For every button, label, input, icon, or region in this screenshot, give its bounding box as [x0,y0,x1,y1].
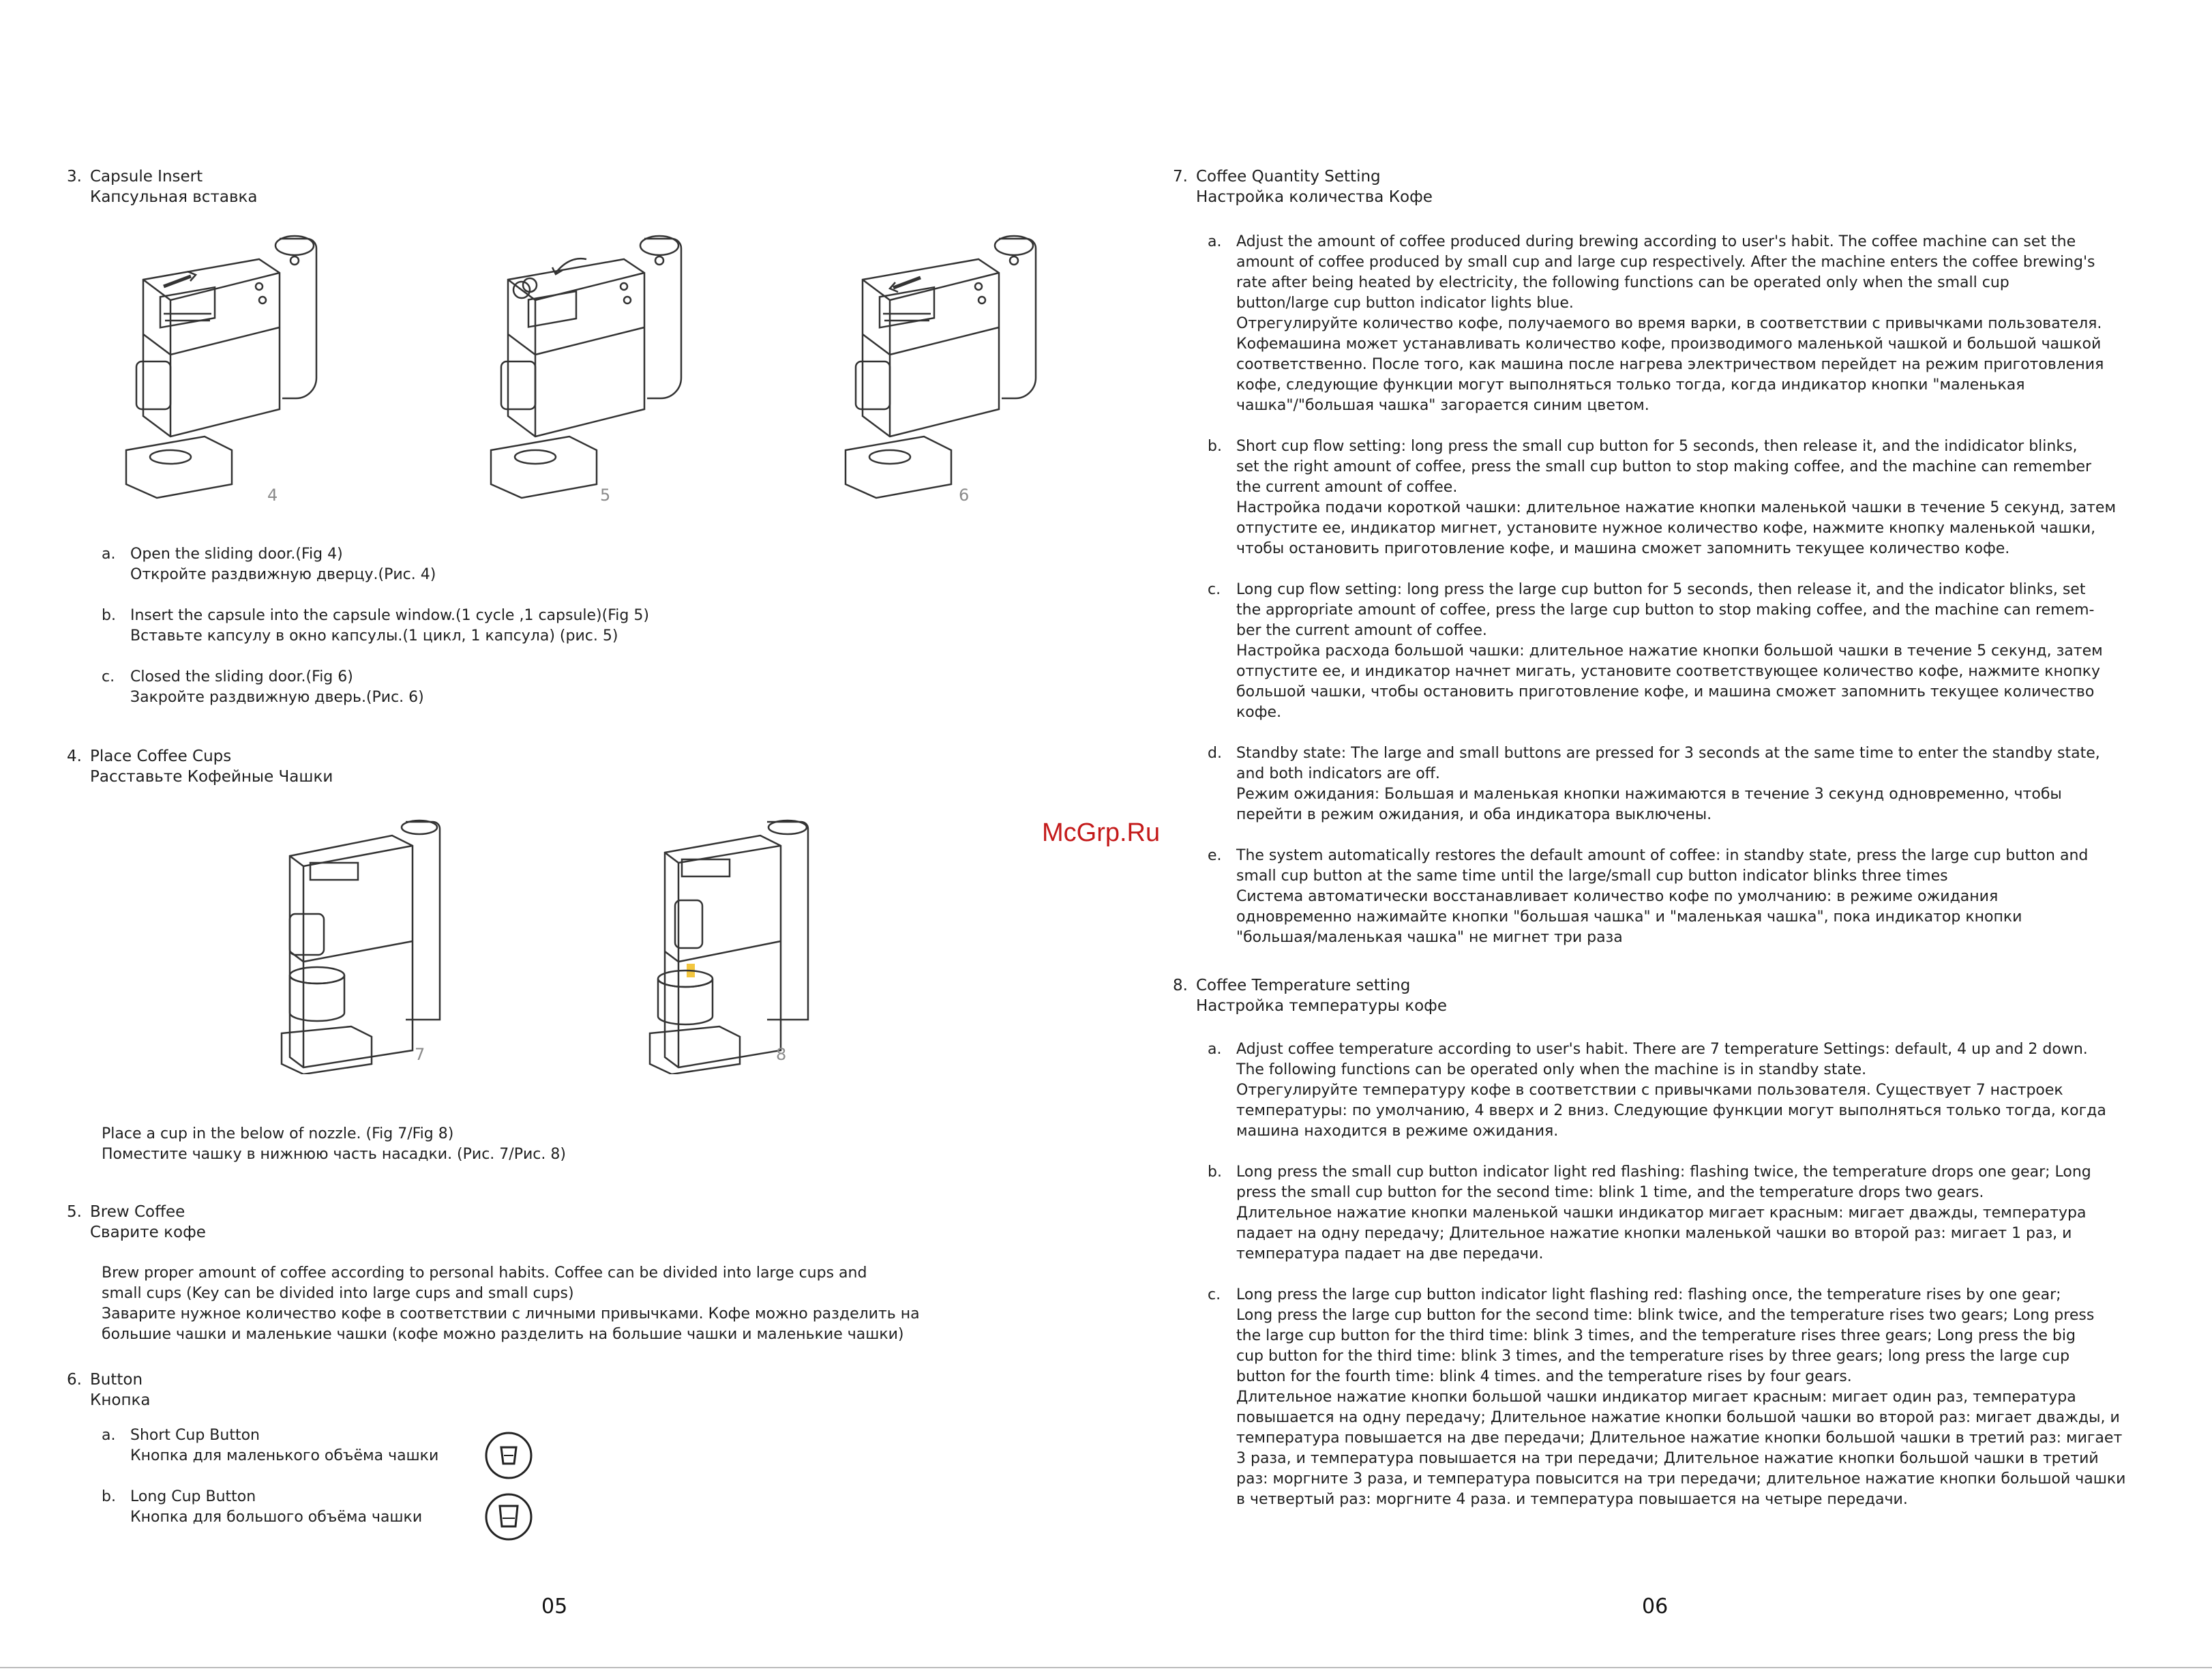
s7-item-c: c. Long cup flow setting: long press the large cup button for 5 seconds, then release it, and the indicator blinks, set the appropriate amount of coffee, press the large cup button to stop making coffee, and the machine can remem- ber the current amount of coffee. Настройка расхода большой чашки: длительное нажатие кнопки большой чашки в течение 5 секунд, затем отпустите ее, и индикатор начнет мигать, установите соответствующее количество кофе, нажмите кнопку большой чашки, чтобы остановить приготовление кофе, и машина сможет запомнить текущее количество кофе. [1208,581,2103,721]
section-8-title: 8. Coffee Temperature setting Настройка температуры кофе [1173,977,1447,1015]
s3-item-a: a. Open the sliding door.(Fig 4) Откройте раздвижную дверцу.(Рис. 4) [102,546,436,583]
section-4-title: 4. Place Coffee Cups Расставьте Кофейные Чашки [67,748,333,786]
s8-item-c: c. Long press the large cup button indicator light flashing red: flashing once, the temperature rises by one gear; Long press the large cup button for the second time: blink twice, and the temperature rises two gears; Long press the large cup button for the third time: blink 3 times, and the temperature rises three gears; Long press the big cup button for the third time: blink 3 times, and the temperature rises by three gears; long press the large cup button for the fourth time: blink 4 times. and the temperature rises by four gears. Длительное нажатие кнопки большой чашки индикатор мигает красным: мигает один раз, температура повышается на одну передачу; Длительное нажатие кнопки большой чашки во второй раз: мигает дважды, и температура повышается на две передачи; Длительное нажатие кнопки большой чашки в третий раз: мигает 3 раза, и температура повышается на три передачи; Длительное нажатие кнопки большой чашки в третий раз: моргните 3 раза, и температура повысится на три передачи; длительное нажатие кнопки большой чашки в четвертый раз: моргните 4 раза. и температура повышается на четыре передачи. [1208,1286,2126,1508]
figure-7-number: 7 [415,1045,425,1064]
figure-5 [488,225,706,512]
s3-item-b: b. Insert the capsule into the capsule window.(1 cycle ,1 capsule)(Fig 5) Вставьте капсулу в окно капсулы.(1 цикл, 1 капсула) (рис. 5) [102,607,649,645]
s8-item-a: a. Adjust coffee temperature according to user's habit. There are 7 temperature Settings: default, 4 up and 2 down. The following functions can be operated only when the machine is in standby state. Отрегулируйте температуру кофе в соответствии с привычками пользователя. Существует 7 настроек температуры: по умолчанию, 4 вверх и 2 вниз. Следующие функции могут выполняться только тогда, когда машина находится в режиме ожидания. [1208,1041,2106,1140]
small-cup-icon [484,1431,533,1483]
figure-4 [123,225,341,512]
s3-item-c: c. Closed the sliding door.(Fig 6) Закройте раздвижную дверь.(Рис. 6) [102,668,424,706]
s7-item-e: e. The system automatically restores the default amount of coffee: in standby state, press the large cup button and small cup button at the same time until the large/small cup button indicator blinks three times Система автоматически восстанавливает количество кофе по умолчанию: в режиме ожидания одновременно нажимайте кнопки "большая чашка" и "маленькая чашка", пока индикатор кнопки "большая/маленькая чашка" не мигнет три раза [1208,847,2089,946]
figure-8 [644,815,822,1074]
watermark: McGrp.Ru [1042,818,1161,847]
figure-6 [842,225,1060,512]
section-7-title: 7. Coffee Quantity Setting Настройка количества Кофе [1173,168,1433,206]
s8-item-b: b. Long press the small cup button indicator light red flashing: flashing twice, the temperature drops one gear; Long press the small cup button for the second time: blink 1 time, and the temperature drops two gears. Длительное нажатие кнопки маленькой чашки индикатор мигает красным: мигает дважды, температура падает на одну передачу; Длительное нажатие кнопки маленькой чашки во второй раз: мигает 1 раз, и температура падает на две передачи. [1208,1164,2091,1262]
page-right [1106,0,2212,1671]
bottom-divider [0,1667,2212,1668]
section-5-title: 5. Brew Coffee Сварите кофе [67,1203,206,1241]
s7-item-b: b. Short cup flow setting: long press the small cup button for 5 seconds, then release it, and the indidicator blinks, set the right amount of coffee, press the small cup button to stop making coffee, and the machine can remember the current amount of coffee. Настройка подачи короткой чашки: длительное нажатие кнопки маленькой чашки в течение 5 секунд, затем отпустите ее, индикатор мигнет, установите нужное количество кофе, нажмите кнопку маленькой чашки, чтобы остановить приготовление кофе, и машина сможет запомнить текущее количество кофе. [1208,438,2117,557]
figure-6-number: 6 [959,486,970,505]
s4-text: Place a cup in the below of nozzle. (Fig 7/Fig 8) Поместите чашку в нижнюю часть насадки. (Рис. 7/Рис. 8) [102,1125,566,1163]
s7-item-d: d. Standby state: The large and small buttons are pressed for 3 seconds at the same time to enter the standby state, and both indicators are off. Режим ожидания: Большая и маленькая кнопки нажимаются в течение 3 секунд одновременно, чтобы перейти в режим ожидания, и оба индикатора выключены. [1208,745,2100,823]
figure-8-number: 8 [776,1045,787,1064]
figure-5-number: 5 [600,486,611,505]
large-cup-icon [484,1492,533,1544]
page-number-left: 05 [541,1595,568,1618]
s7-item-a: a. Adjust the amount of coffee produced during brewing according to user's habit. The coffee machine can set the amount of coffee produced by small cup and large cup respectively. After the machine enters the coffee brewing's rate after being heated by electricity, the following functions can be operated only when the small cup button/large cup button indicator lights blue. Отрегулируйте количество кофе, получаемого во время варки, в соответствии с привычками пользователя. Кофемашина может устанавливать количество кофе, производимого маленькой чашкой и большой чашкой соответственно. После того, как машина после нагрева электричеством перейдет на режим приготовления кофе, следующие функции могут выполняться только тогда, когда индикатор кнопки "маленькая чашка"/"большая чашка" загорается синим цветом. [1208,233,2104,414]
figure-7 [276,815,453,1074]
section-6-title: 6. Button Кнопка [67,1371,151,1409]
section-3-title: 3. Capsule Insert Капсульная вставка [67,168,258,206]
s6-item-b: b. Long Cup Button Кнопка для большого объёма чашки [102,1488,423,1526]
s5-text: Brew proper amount of coffee according to personal habits. Coffee can be divided into large cups and small cups (Key can be divided into large cups and small cups) Заварите нужное количество кофе в соответствии с личными привычками. Кофе можно разделить на большие чашки и маленькие чашки (кофе можно разделить на большие чашки и маленькие чашки) [102,1265,920,1343]
figure-4-number: 4 [267,486,278,505]
page-number-right: 06 [1642,1595,1669,1618]
s6-item-a: a. Short Cup Button Кнопка для маленького объёма чашки [102,1427,439,1464]
